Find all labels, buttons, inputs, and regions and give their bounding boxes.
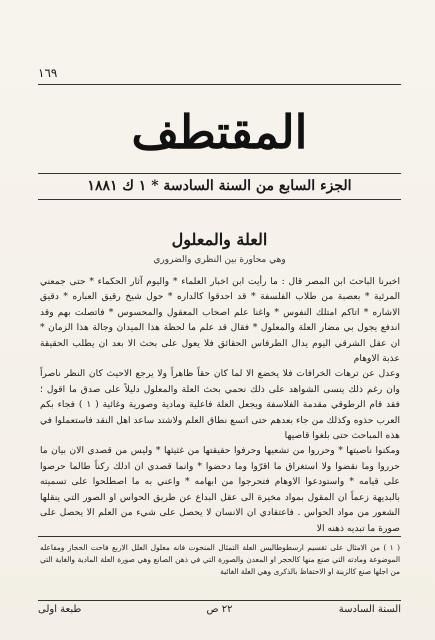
issue-line: الجزء السابع من السنة السادسة * ١ ك ١٨٨١: [87, 178, 352, 194]
footer-edition: طبعة اولى: [38, 604, 82, 615]
article-title: العلة والمعلول: [171, 230, 268, 249]
issue-rule-top: [38, 173, 401, 174]
issue-rule-bottom: [38, 199, 401, 200]
footnote-text: ( ١ ) من الامثال على تقسيم ارسطوطاليس العلة التمثال المنحوت فانه معلول العلل الاربع فاحت الحجاز ومفاعله الموضوعة ومادته التي صنع منها كالحجر او المعدن والصورة التي في ذهن الصانع وهي صورة العلة المادية والغاية التي من اجلها صنع كالزينة او الاحتفاظ بالذكرى وهي العلة الغائية: [40, 543, 400, 576]
article-body: [40, 274, 400, 534]
footer-volume: السنة السادسة: [338, 604, 401, 615]
article-subtitle: وهي محاورة بين النظري والضروري: [153, 255, 286, 265]
body-paragraph: ومكنوا ناصيتها * وحرروا من تشعيها وحرفوا حقيقتها من غثيثها * وليس من قصدي الان بيان ما حرروا وما نقضوا ولا استغراق ما اقرّوا وما دحضوا * وانما قصدي ان ادلك ركناً طالما حرصوا على قيامه * واستودعوا الاوهام فتحرجوا من ابهامه * واعني به ما اصطلحوا على تسميته بالبديهة زعماً ان المقول بمواد مخيرة الى عقل البداع عن طريق الحواس او الصور التي ينقلها الشعور من مواد الحواس . فاعتقادي ان الانسان لا يحصل على شيء من العلم الا يحصل على صورة ما تبديه ذهنه الا: [40, 445, 400, 534]
header-rule: [38, 84, 401, 85]
footer-sheet: ٢٢ ص: [206, 604, 233, 615]
page-number: ١٦٩: [38, 66, 58, 80]
footer-rule: [38, 600, 401, 601]
body-paragraph: اخبرنا الباحث ابن المصر قال : ما رأيت ابن اخبار العلماء * واليوم آثار الحكماء * حتى جمعني المرئية * بعصبة من طلاب الفلسفة * قد احدقوا كالداره * حول شيخ رقيق العباره * دقيق الاشاره * اتاكم امتلك النفوس * واغنا علم اصحاب المعقول والمحسوس * فاتصلت بهم وقد اندفع يجول بي مضار العلة والمعلول * فقال قد علم ما لحظة هذا الميدان وجالة هذا الزمان * ان عقل الشرقي اليوم يدال الطرفاس الحقائق فلا يعول على بحث الا بعد ان يطلب الحقيقة عذبة الاوهام: [40, 276, 400, 365]
footnote: [40, 542, 400, 596]
footnote-rule: [38, 536, 401, 537]
page-footer: [38, 604, 401, 622]
masthead-title: المقتطف: [131, 105, 308, 159]
body-paragraph: وعدل عن ترهات الخرافات فلا يخضع الا لما كان حقاً ظاهراً ولا يرجع الاحيث كان النظر ناصراً وان رغم ذلك ينسى الشواهد على ذلك نحمي بحث العلة والمعلول دليلاً على صدق ما اقول ؛ فقد قام الرطوقي مقدمة الفلاسفة ويجعل العلة فاعلية ومادية وصورية وغائية ( ١ ) فجاء بكم العرب حذوه وكذلك من جاء بعدهم حتى اتسع نطاق العلم ولاشتد ساعد اهل النقد فاستعملوا في هذه المباحث حتى بلغوا قاصيها: [40, 368, 400, 442]
